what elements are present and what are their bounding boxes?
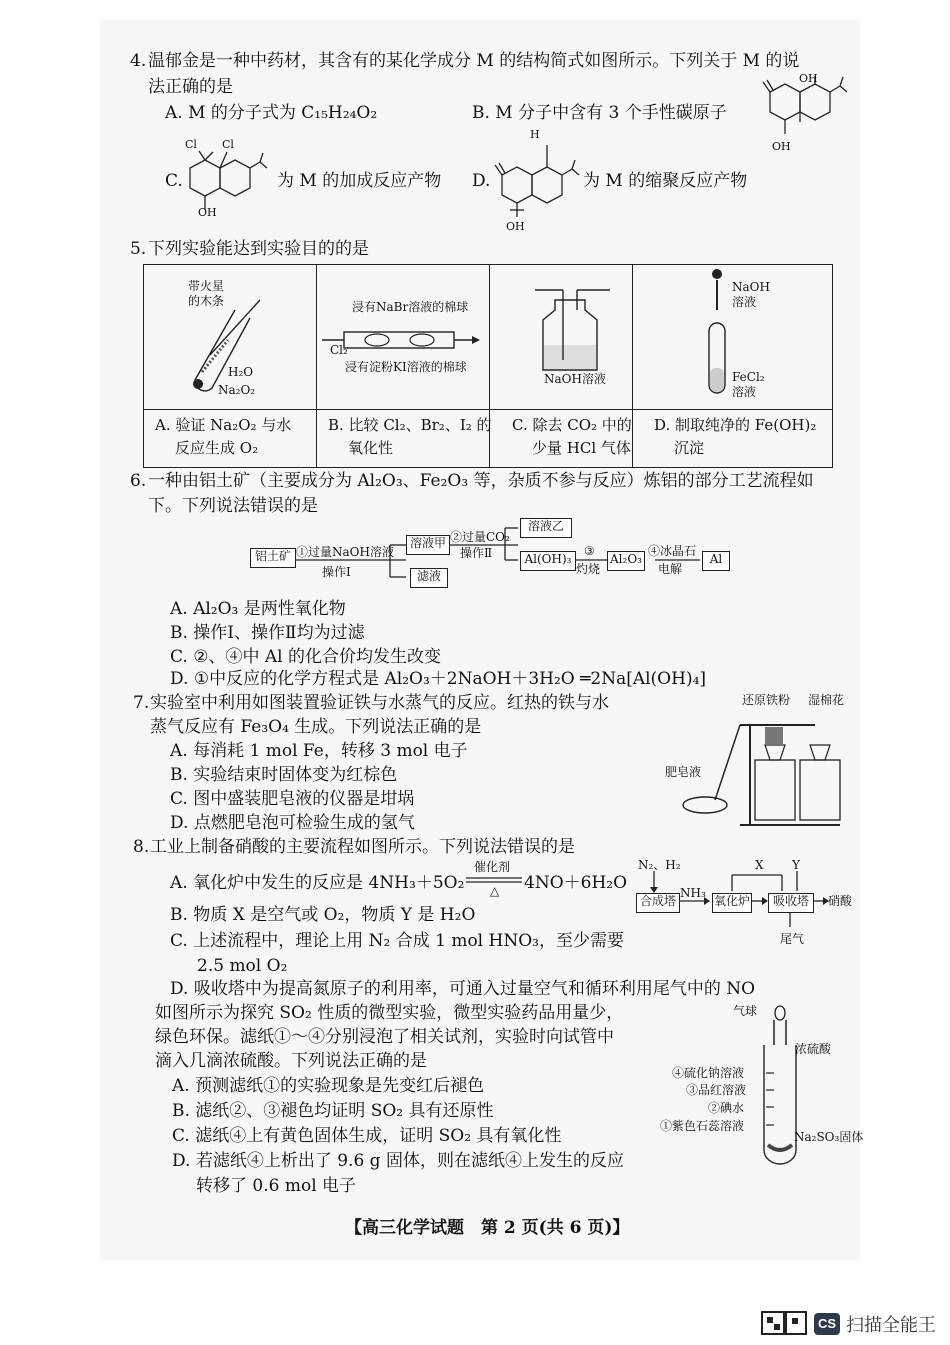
q9-option-b: B. 滤纸②、③褪色均证明 SO₂ 具有还原性	[172, 1101, 494, 1121]
exp-b-label-2: Cl₂	[330, 343, 348, 357]
exp-b-label-1: 浸有NaBr溶液的棉球	[352, 300, 469, 314]
watermark-text: 扫描全能王	[846, 1315, 936, 1335]
q7-number: 7.	[133, 693, 150, 713]
q5-number: 5.	[130, 239, 147, 259]
exp-b-label-3: 浸有淀粉KI溶液的棉球	[345, 360, 467, 374]
exp-d-label-2: 溶液	[732, 295, 757, 309]
q9-stem-line1: 如图所示为探究 SO₂ 性质的微型实验，微型实验药品用量少，	[155, 1003, 624, 1023]
q7-option-d: D. 点燃肥皂泡可检验生成的氢气	[170, 813, 415, 833]
q6-stem-line2: 下。下列说法错误的是	[148, 496, 318, 516]
q7-label-soap: 肥皂液	[665, 765, 702, 779]
q8-option-a-left: A. 氧化炉中发生的反应是 4NH₃＋5O₂	[170, 873, 465, 893]
q7-stem-line1: 实验室中利用如图装置验证铁与水蒸气的反应。红热的铁与水	[150, 693, 609, 713]
q9-option-c: C. 滤纸④上有黄色固体生成，证明 SO₂ 具有氧化性	[172, 1126, 562, 1146]
q6-box-solution-b: 溶液乙	[520, 518, 572, 538]
q6-stem-line1: 一种由铝土矿（主要成分为 Al₂O₃、Fe₂O₃ 等，杂质不参与反应）炼铝的部分工艺流程如	[148, 471, 814, 491]
q6-box-residue: 滤液	[410, 568, 448, 588]
q9-label-solid: Na₂SO₃固体	[794, 1130, 864, 1144]
q7-option-b: B. 实验结束时固体变为红棕色	[170, 765, 398, 785]
q6-option-c: C. ②、④中 Al 的化合价均发生改变	[170, 647, 441, 667]
q9-option-d-line1: D. 若滤纸④上析出了 9.6 g 固体，则在滤纸④上发生的反应	[172, 1151, 624, 1171]
q8-equals-sign	[466, 877, 526, 883]
exp-d-label-4: 溶液	[732, 385, 757, 399]
q4-option-c-label: C.	[165, 171, 183, 191]
q8-option-b: B. 物质 X 是空气或 O₂，物质 Y 是 H₂O	[170, 905, 476, 925]
q9-label-paper2: ②碘水	[708, 1101, 745, 1115]
exp-a-label-2: 的木条	[188, 294, 225, 308]
q9-option-d-line2: 转移了 0.6 mol 电子	[196, 1176, 357, 1196]
struct-d-h: H	[530, 128, 540, 141]
q6-box-aloh3: Al(OH)₃	[520, 551, 576, 571]
q8-box-synthesis: 合成塔	[636, 893, 680, 913]
q6-box-solution-a: 溶液甲	[406, 535, 450, 555]
exp-a-caption-1: A. 验证 Na₂O₂ 与水	[155, 416, 292, 434]
exp-d-caption-1: D. 制取纯净的 Fe(OH)₂	[654, 416, 817, 434]
q6-box-ore: 铝土矿	[250, 548, 296, 568]
q8-box-absorber: 吸收塔	[768, 893, 814, 913]
q6-number: 6.	[130, 471, 147, 491]
q6-op1: 操作Ⅰ	[322, 565, 351, 579]
q5-stem: 下列实验能达到实验目的的是	[148, 239, 369, 259]
q7-option-c: C. 图中盛装肥皂液的仪器是坩埚	[170, 789, 415, 809]
q6-step4: ④冰晶石	[648, 544, 697, 558]
q8-option-a-right: 4NO＋6H₂O	[524, 873, 628, 893]
q6-step3: ③	[584, 544, 595, 558]
q6-option-d: D. ①中反应的化学方程式是 Al₂O₃＋2NaOH＋3H₂O ═2Na[Al(OH)₄]	[170, 669, 707, 689]
struct-d-oh: OH	[506, 220, 525, 233]
q6-option-b: B. 操作Ⅰ、操作Ⅱ均为过滤	[170, 623, 365, 643]
q4-number: 4.	[130, 51, 147, 71]
q4-option-c-text: 为 M 的加成反应产物	[277, 171, 442, 191]
exp-a-label-3: H₂O	[228, 365, 254, 379]
qr-code-icon	[760, 1310, 808, 1338]
page-footer: 【高三化学试题 第 2 页(共 6 页)】	[345, 1218, 630, 1238]
q9-label-acid: 浓硫酸	[795, 1042, 832, 1056]
exp-d-label-1: NaOH	[732, 280, 770, 294]
q8-flow-input: N₂、H₂	[638, 858, 681, 872]
q8-flow-x: X	[755, 858, 764, 872]
q8-option-c-line2: 2.5 mol O₂	[197, 956, 288, 976]
q8-box-oxidizer: 氧化炉	[712, 893, 752, 913]
q9-label-paper1: ①紫色石蕊溶液	[660, 1119, 745, 1133]
exp-a-label-4: Na₂O₂	[218, 383, 256, 397]
q7-option-a: A. 每消耗 1 mol Fe，转移 3 mol 电子	[170, 741, 468, 761]
q6-step2: ②过量CO₂	[450, 530, 510, 544]
exp-c-caption-1: C. 除去 CO₂ 中的	[512, 416, 632, 434]
q4-option-d-text: 为 M 的缩聚反应产物	[583, 171, 748, 191]
q8-option-d: D. 吸收塔中为提高氮原子的利用率，可通入过量空气和循环利用尾气中的 NO	[170, 979, 756, 999]
q6-box-al: Al	[702, 551, 730, 571]
q6-box-al2o3: Al₂O₃	[607, 551, 645, 571]
structure-d	[492, 145, 582, 225]
q8-option-c-line1: C. 上述流程中，理论上用 N₂ 合成 1 mol HNO₃，至少需要	[170, 931, 624, 951]
q9-label-paper4: ④硫化钠溶液	[672, 1066, 745, 1080]
exp-a-caption-2: 反应生成 O₂	[175, 439, 259, 457]
struct-c-oh: OH	[198, 206, 217, 219]
exp-c-label: NaOH溶液	[544, 372, 606, 386]
q7-label-iron: 还原铁粉	[742, 693, 791, 707]
q6-calcine: 灼烧	[576, 562, 601, 576]
q9-option-a: A. 预测滤纸①的实验现象是先变红后褪色	[172, 1076, 485, 1096]
q8-flow-nh3: NH₃	[680, 886, 706, 900]
q4-option-b: B. M 分子中含有 3 个手性碳原子	[472, 103, 727, 123]
struct-m-oh-top: OH	[799, 72, 818, 85]
exp-d-caption-2: 沉淀	[674, 439, 705, 457]
exp-c-caption-2: 少量 HCl 气体	[532, 439, 631, 457]
q8-stem: 工业上制备硝酸的主要流程如图所示。下列说法错误的是	[150, 837, 575, 857]
camscanner-logo-icon: CS	[814, 1313, 840, 1335]
q8-option-a-heat: △	[490, 884, 500, 898]
q9-label-paper3: ③品红溶液	[686, 1083, 747, 1097]
q4-option-a: A. M 的分子式为 C₁₅H₂₄O₂	[165, 103, 378, 123]
struct-m-oh-bottom: OH	[772, 140, 791, 153]
exp-d-label-3: FeCl₂	[732, 370, 765, 384]
q8-number: 8.	[133, 837, 150, 857]
q4-option-d-label: D.	[472, 171, 491, 191]
exp-c-apparatus	[525, 280, 620, 375]
exp-a-label-1: 带火星	[188, 279, 225, 293]
q6-step1: ①过量NaOH溶液	[296, 545, 394, 559]
q9-stem-line3: 滴入几滴浓硫酸。下列说法正确的是	[155, 1051, 427, 1071]
q4-stem-line2: 法正确的是	[148, 77, 233, 97]
q9-stem-line2: 绿色环保。滤纸①～④分别浸泡了相关试剂，实验时向试管中	[155, 1027, 614, 1047]
q6-op2: 操作Ⅱ	[460, 546, 493, 560]
struct-c-cl1: Cl	[185, 138, 197, 151]
exp-b-caption-1: B. 比较 Cl₂、Br₂、I₂ 的	[328, 416, 492, 434]
q6-option-a: A. Al₂O₃ 是两性氧化物	[170, 599, 346, 619]
q9-label-balloon: 气球	[733, 1004, 758, 1018]
q4-stem-line1: 温郁金是一种中药材，其含有的某化学成分 M 的结构简式如图所示。下列关于 M 的说	[148, 51, 800, 71]
q8-flow-output: 硝酸	[828, 894, 853, 908]
q7-stem-line2: 蒸气反应有 Fe₃O₄ 生成。下列说法正确的是	[150, 717, 482, 737]
q8-flow-tail: 尾气	[780, 932, 805, 946]
q7-label-cotton: 湿棉花	[808, 693, 845, 707]
exp-b-caption-2: 氧化性	[348, 439, 394, 457]
struct-c-cl2: Cl	[222, 138, 234, 151]
q6-electrolysis: 电解	[658, 562, 683, 576]
q8-flow-y: Y	[792, 858, 800, 872]
q8-option-a-catalyst: 催化剂	[474, 860, 511, 874]
